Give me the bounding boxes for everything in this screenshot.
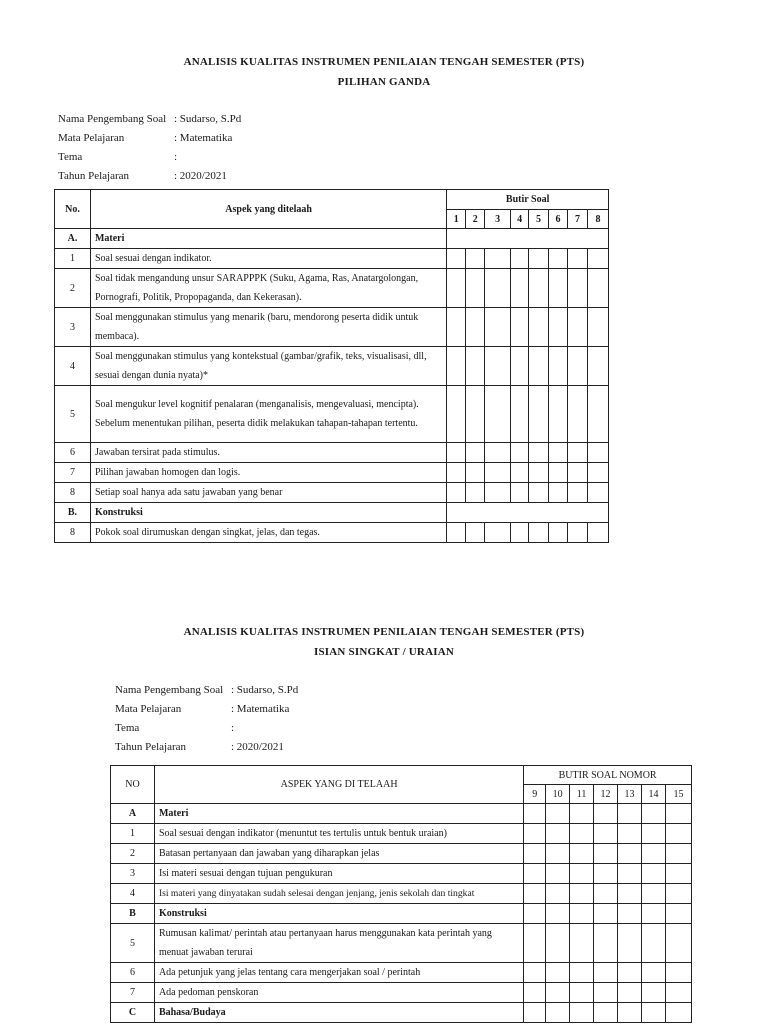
row-no: 8 [55, 483, 91, 503]
score-cell[interactable] [511, 386, 529, 443]
score-cell[interactable] [587, 249, 608, 269]
score-cell[interactable] [447, 503, 609, 523]
score-cell[interactable] [447, 308, 466, 347]
score-cell[interactable] [549, 386, 568, 443]
score-cell[interactable] [567, 523, 587, 543]
score-cell[interactable] [524, 804, 546, 824]
score-cell[interactable] [546, 963, 570, 983]
row-aspek: Soal menggunakan stimulus yang kontekstual (gambar/grafik, teks, visualisasi, dll, sesuai dengan dunia nyata)* [90, 347, 446, 386]
table-row [111, 1003, 692, 1023]
score-cell[interactable] [641, 924, 665, 963]
score-cell[interactable] [524, 884, 546, 904]
butir-number: 4 [511, 210, 529, 229]
section2-table [110, 765, 692, 1023]
score-cell[interactable] [665, 1003, 691, 1023]
score-cell[interactable] [485, 483, 511, 503]
score-cell[interactable] [511, 269, 529, 308]
score-cell[interactable] [546, 884, 570, 904]
col-no-header: NO [111, 766, 155, 804]
score-cell[interactable] [570, 983, 594, 1003]
score-cell[interactable] [511, 483, 529, 503]
info-label: Tema [115, 722, 140, 734]
col-butir-header: Butir Soal [447, 190, 609, 210]
score-cell[interactable] [567, 308, 587, 347]
score-cell[interactable] [618, 864, 642, 884]
score-cell[interactable] [594, 983, 618, 1003]
info-label: Tahun Pelajaran [58, 170, 130, 182]
score-cell[interactable] [641, 1003, 665, 1023]
score-cell[interactable] [546, 924, 570, 963]
score-cell[interactable] [570, 824, 594, 844]
score-cell[interactable] [447, 229, 609, 249]
score-cell[interactable] [570, 804, 594, 824]
score-cell[interactable] [665, 864, 691, 884]
butir-number: 15 [665, 785, 691, 804]
row-aspek: Pilihan jawaban homogen dan logis. [90, 463, 446, 483]
table-row [55, 269, 609, 308]
score-cell[interactable] [546, 904, 570, 924]
score-cell[interactable] [567, 249, 587, 269]
table-row [55, 443, 609, 463]
row-no: B. [55, 503, 91, 523]
butir-number: 8 [587, 210, 608, 229]
row-aspek: Soal sesuai dengan indikator. [90, 249, 446, 269]
table-row [55, 386, 609, 443]
score-cell[interactable] [485, 523, 511, 543]
score-cell[interactable] [618, 1003, 642, 1023]
score-cell[interactable] [570, 924, 594, 963]
score-cell[interactable] [665, 884, 691, 904]
row-aspek: Isi materi sesuai dengan tujuan pengukuran [154, 864, 523, 884]
row-no: 2 [111, 844, 155, 864]
table-row [111, 963, 692, 983]
info-value: : [231, 722, 235, 734]
score-cell[interactable] [549, 308, 568, 347]
row-no: A. [55, 229, 91, 249]
score-cell[interactable] [529, 523, 549, 543]
score-cell[interactable] [665, 983, 691, 1003]
score-cell[interactable] [618, 924, 642, 963]
score-cell[interactable] [524, 824, 546, 844]
info-value: : Sudarso, S.Pd [231, 684, 299, 696]
row-no: 1 [111, 824, 155, 844]
row-no: 4 [111, 884, 155, 904]
score-cell[interactable] [549, 249, 568, 269]
row-aspek: Materi [90, 229, 446, 249]
score-cell[interactable] [570, 963, 594, 983]
table-row [55, 249, 609, 269]
score-cell[interactable] [447, 463, 466, 483]
row-no: 7 [55, 463, 91, 483]
row-aspek: Rumusan kalimat/ perintah atau pertanyaan harus menggunakan kata perintah yang menuat jawaban terurai [154, 924, 523, 963]
score-cell[interactable] [447, 249, 466, 269]
row-aspek: Konstruksi [90, 503, 446, 523]
score-cell[interactable] [546, 824, 570, 844]
score-cell[interactable] [485, 308, 511, 347]
section1-title: ANALISIS KUALITAS INSTRUMEN PENILAIAN TENGAH SEMESTER (PTS) [183, 56, 585, 68]
table-row [111, 844, 692, 864]
score-cell[interactable] [567, 463, 587, 483]
score-cell[interactable] [466, 523, 485, 543]
score-cell[interactable] [665, 824, 691, 844]
score-cell[interactable] [546, 1003, 570, 1023]
row-no: 6 [55, 443, 91, 463]
score-cell[interactable] [511, 523, 529, 543]
score-cell[interactable] [587, 386, 608, 443]
row-no: 7 [111, 983, 155, 1003]
score-cell[interactable] [587, 483, 608, 503]
score-cell[interactable] [447, 523, 466, 543]
score-cell[interactable] [529, 386, 549, 443]
row-aspek: Jawaban tersirat pada stimulus. [90, 443, 446, 463]
info-label: Nama Pengembang Soal [115, 684, 224, 696]
table-row [55, 229, 609, 249]
row-aspek: Pokok soal dirumuskan dengan singkat, jelas, dan tegas. [90, 523, 446, 543]
col-no-header: No. [55, 190, 91, 229]
score-cell[interactable] [587, 463, 608, 483]
score-cell[interactable] [466, 443, 485, 463]
score-cell[interactable] [665, 844, 691, 864]
row-aspek: Soal sesuai dengan indikator (menuntut tes tertulis untuk bentuk uraian) [154, 824, 523, 844]
score-cell[interactable] [466, 308, 485, 347]
score-cell[interactable] [594, 884, 618, 904]
score-cell[interactable] [618, 904, 642, 924]
score-cell[interactable] [587, 523, 608, 543]
butir-number: 7 [567, 210, 587, 229]
info-label: Mata Pelajaran [58, 132, 125, 144]
score-cell[interactable] [485, 347, 511, 386]
score-cell[interactable] [567, 269, 587, 308]
table-row [111, 904, 692, 924]
score-cell[interactable] [665, 963, 691, 983]
row-no: 5 [55, 386, 91, 443]
score-cell[interactable] [587, 347, 608, 386]
score-cell[interactable] [594, 864, 618, 884]
score-cell[interactable] [511, 249, 529, 269]
section1-table [54, 189, 609, 543]
score-cell[interactable] [641, 963, 665, 983]
row-no: 1 [55, 249, 91, 269]
score-cell[interactable] [524, 904, 546, 924]
butir-number: 10 [546, 785, 570, 804]
table-row [55, 483, 609, 503]
score-cell[interactable] [641, 884, 665, 904]
row-no: 5 [111, 924, 155, 963]
table-row [111, 804, 692, 824]
row-aspek: Setiap soal hanya ada satu jawaban yang benar [90, 483, 446, 503]
butir-number: 6 [549, 210, 568, 229]
score-cell[interactable] [546, 844, 570, 864]
score-cell[interactable] [447, 347, 466, 386]
row-aspek: Materi [154, 804, 523, 824]
score-cell[interactable] [641, 804, 665, 824]
butir-number: 3 [485, 210, 511, 229]
table-row [111, 983, 692, 1003]
info-label: Tahun Pelajaran [115, 741, 187, 753]
score-cell[interactable] [641, 904, 665, 924]
score-cell[interactable] [641, 983, 665, 1003]
info-value: : [174, 151, 178, 163]
score-cell[interactable] [524, 924, 546, 963]
score-cell[interactable] [511, 347, 529, 386]
score-cell[interactable] [485, 443, 511, 463]
butir-number: 2 [466, 210, 485, 229]
table-row [55, 463, 609, 483]
score-cell[interactable] [466, 269, 485, 308]
row-aspek: Soal tidak mengandung unsur SARAPPPK (Suku, Agama, Ras, Anatargolongan, Pornografi, Politik, Propopaganda, dan Kekerasan). [90, 269, 446, 308]
score-cell[interactable] [485, 463, 511, 483]
score-cell[interactable] [567, 347, 587, 386]
row-aspek: Ada pedoman penskoran [154, 983, 523, 1003]
score-cell[interactable] [570, 884, 594, 904]
table-row [55, 503, 609, 523]
score-cell[interactable] [618, 963, 642, 983]
score-cell[interactable] [511, 308, 529, 347]
score-cell[interactable] [665, 904, 691, 924]
score-cell[interactable] [529, 463, 549, 483]
info-value: : Sudarso, S.Pd [174, 113, 242, 125]
row-no: 3 [55, 308, 91, 347]
score-cell[interactable] [524, 983, 546, 1003]
score-cell[interactable] [485, 386, 511, 443]
row-aspek: Konstruksi [154, 904, 523, 924]
table-row [55, 523, 609, 543]
table-row [111, 864, 692, 884]
score-cell[interactable] [641, 824, 665, 844]
score-cell[interactable] [594, 824, 618, 844]
score-cell[interactable] [594, 804, 618, 824]
butir-number: 12 [594, 785, 618, 804]
row-aspek: Ada petunjuk yang jelas tentang cara mengerjakan soal / perintah [154, 963, 523, 983]
col-aspek-header: Aspek yang ditelaah [90, 190, 446, 229]
score-cell[interactable] [447, 483, 466, 503]
table-row [111, 924, 692, 963]
score-cell[interactable] [447, 443, 466, 463]
score-cell[interactable] [485, 269, 511, 308]
score-cell[interactable] [594, 1003, 618, 1023]
score-cell[interactable] [665, 804, 691, 824]
score-cell[interactable] [570, 844, 594, 864]
row-no: 2 [55, 269, 91, 308]
info-label: Tema [58, 151, 83, 163]
score-cell[interactable] [570, 864, 594, 884]
score-cell[interactable] [466, 249, 485, 269]
score-cell[interactable] [529, 269, 549, 308]
score-cell[interactable] [594, 904, 618, 924]
score-cell[interactable] [618, 983, 642, 1003]
score-cell[interactable] [466, 386, 485, 443]
row-no: 3 [111, 864, 155, 884]
row-no: C [111, 1003, 155, 1023]
score-cell[interactable] [665, 924, 691, 963]
score-cell[interactable] [587, 308, 608, 347]
score-cell[interactable] [618, 884, 642, 904]
score-cell[interactable] [567, 386, 587, 443]
score-cell[interactable] [641, 864, 665, 884]
table-row [111, 884, 692, 904]
score-cell[interactable] [570, 904, 594, 924]
info-value: : Matematika [174, 132, 233, 144]
score-cell[interactable] [549, 463, 568, 483]
butir-number: 14 [641, 785, 665, 804]
row-no: 6 [111, 963, 155, 983]
score-cell[interactable] [618, 824, 642, 844]
info-value: : 2020/2021 [174, 170, 227, 182]
butir-number: 13 [618, 785, 642, 804]
score-cell[interactable] [570, 1003, 594, 1023]
score-cell[interactable] [485, 249, 511, 269]
score-cell[interactable] [567, 483, 587, 503]
score-cell[interactable] [511, 443, 529, 463]
table-row [55, 308, 609, 347]
score-cell[interactable] [524, 864, 546, 884]
score-cell[interactable] [549, 347, 568, 386]
table-row [111, 824, 692, 844]
score-cell[interactable] [529, 443, 549, 463]
score-cell[interactable] [466, 483, 485, 503]
score-cell[interactable] [466, 463, 485, 483]
butir-number: 11 [570, 785, 594, 804]
score-cell[interactable] [524, 963, 546, 983]
score-cell[interactable] [546, 864, 570, 884]
score-cell[interactable] [529, 308, 549, 347]
score-cell[interactable] [529, 347, 549, 386]
info-value: : Matematika [231, 703, 290, 715]
score-cell[interactable] [524, 844, 546, 864]
row-no: A [111, 804, 155, 824]
section2-title: ANALISIS KUALITAS INSTRUMEN PENILAIAN TENGAH SEMESTER (PTS) [183, 626, 585, 638]
score-cell[interactable] [549, 523, 568, 543]
row-aspek: Soal menggunakan stimulus yang menarik (baru, mendorong peserta didik untuk membaca). [90, 308, 446, 347]
score-cell[interactable] [524, 1003, 546, 1023]
score-cell[interactable] [594, 963, 618, 983]
row-no: 8 [55, 523, 91, 543]
score-cell[interactable] [546, 983, 570, 1003]
section1-subtitle: PILIHAN GANDA [337, 76, 431, 88]
score-cell[interactable] [549, 483, 568, 503]
info-value: : 2020/2021 [231, 741, 284, 753]
info-label: Nama Pengembang Soal [58, 113, 167, 125]
score-cell[interactable] [594, 924, 618, 963]
butir-number: 5 [529, 210, 549, 229]
info-label: Mata Pelajaran [115, 703, 182, 715]
score-cell[interactable] [594, 844, 618, 864]
row-aspek: Bahasa/Budaya [154, 1003, 523, 1023]
score-cell[interactable] [618, 844, 642, 864]
table-row [55, 347, 609, 386]
section2-subtitle: ISIAN SINGKAT / URAIAN [314, 646, 454, 658]
score-cell[interactable] [587, 443, 608, 463]
butir-number: 9 [524, 785, 546, 804]
row-no: B [111, 904, 155, 924]
score-cell[interactable] [567, 443, 587, 463]
score-cell[interactable] [546, 804, 570, 824]
col-butir-header: BUTIR SOAL NOMOR [524, 766, 692, 785]
score-cell[interactable] [466, 347, 485, 386]
row-no: 4 [55, 347, 91, 386]
score-cell[interactable] [511, 463, 529, 483]
col-aspek-header: ASPEK YANG DI TELAAH [154, 766, 523, 804]
score-cell[interactable] [641, 844, 665, 864]
row-aspek: Isi materi yang dinyatakan sudah selesai dengan jenjang, jenis sekolah dan tingkat [154, 884, 523, 904]
score-cell[interactable] [529, 483, 549, 503]
score-cell[interactable] [529, 249, 549, 269]
score-cell[interactable] [549, 269, 568, 308]
row-aspek: Soal mengukur level kognitif penalaran (menganalisis, mengevaluasi, mencipta). Sebelum menentukan pilihan, peserta didik melakukan tahapan-tahapan tertentu. [90, 386, 446, 443]
score-cell[interactable] [618, 804, 642, 824]
score-cell[interactable] [549, 443, 568, 463]
row-aspek: Batasan pertanyaan dan jawaban yang diharapkan jelas [154, 844, 523, 864]
butir-number: 1 [447, 210, 466, 229]
score-cell[interactable] [587, 269, 608, 308]
score-cell[interactable] [447, 269, 466, 308]
score-cell[interactable] [447, 386, 466, 443]
